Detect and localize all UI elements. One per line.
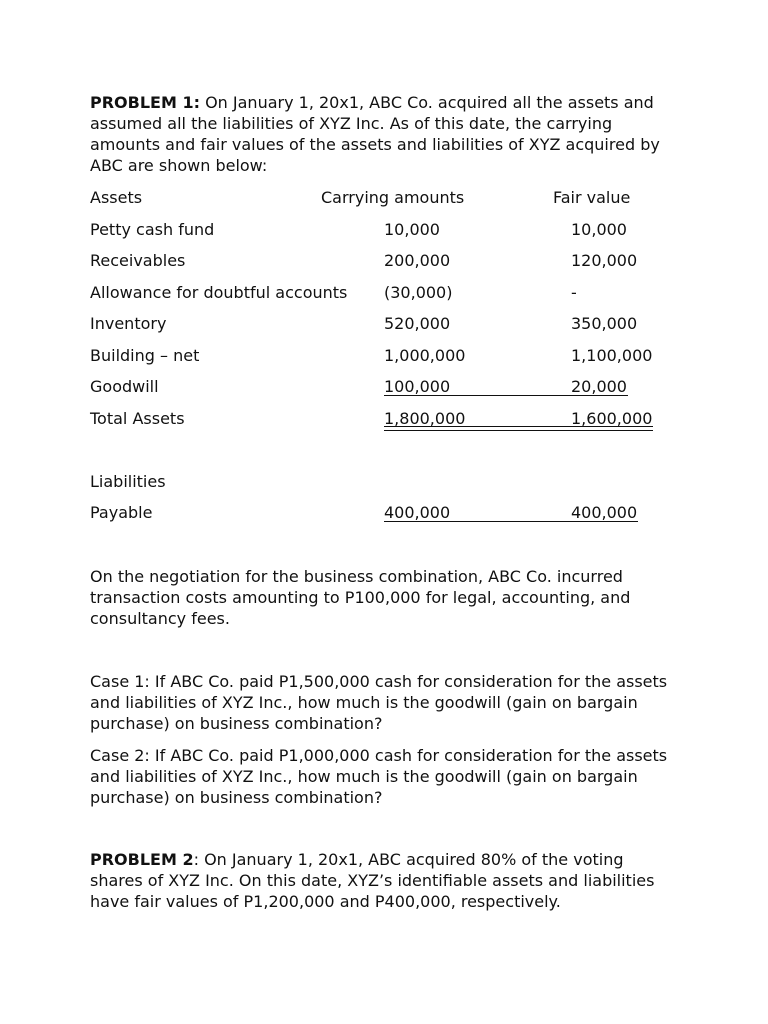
case1-paragraph: Case 1: If ABC Co. paid P1,500,000 cash for consideration for the assets and liabilities of XYZ Inc., how much is the goodwill (gain on bargain purchase) on business combination? bbox=[90, 671, 668, 733]
table-row bbox=[90, 345, 680, 377]
row-item: Building – net bbox=[90, 345, 200, 365]
negotiation-paragraph: On the negotiation for the business combination, ABC Co. incurred transaction costs amounting to P100,000 for legal, accounting, and consultancy fees. bbox=[90, 566, 631, 628]
liabilities-header: Liabilities bbox=[90, 471, 166, 491]
row-carrying: 200,000 bbox=[384, 251, 451, 270]
row-carrying: 1,000,000 bbox=[384, 345, 466, 365]
header-assets: Assets bbox=[90, 188, 143, 207]
liabilities-header-row bbox=[90, 471, 680, 503]
row-fair: - bbox=[571, 282, 577, 302]
row-item: Total Assets bbox=[90, 408, 185, 428]
table-row bbox=[90, 376, 680, 408]
assets-table bbox=[90, 187, 680, 534]
row-carrying: 400,000 bbox=[384, 503, 451, 522]
header-fair-value: Fair value bbox=[553, 188, 631, 207]
row-fair: 1,100,000 bbox=[571, 345, 653, 365]
row-carrying: 10,000 bbox=[384, 219, 440, 239]
table-row bbox=[90, 250, 680, 282]
row-item: Payable bbox=[90, 503, 153, 522]
table-row-total bbox=[90, 408, 680, 440]
problem2-intro: : On January 1, 20x1, ABC acquired 80% of the voting shares of XYZ Inc. On this date, XYZ’s identifiable assets and liabilities have fair values of P1,200,000 and P400,000, respectively. bbox=[90, 849, 655, 911]
row-fair: 350,000 bbox=[571, 314, 638, 333]
row-carrying: (30,000) bbox=[384, 282, 453, 302]
table-header-row bbox=[90, 187, 680, 219]
case2-paragraph: Case 2: If ABC Co. paid P1,000,000 cash for consideration for the assets and liabilities of XYZ Inc., how much is the goodwill (gain on bargain purchase) on business combination? bbox=[90, 745, 668, 807]
row-item: Goodwill bbox=[90, 377, 159, 396]
table-spacer bbox=[90, 439, 680, 471]
document-page bbox=[90, 92, 680, 912]
row-carrying: 100,000 bbox=[384, 377, 451, 396]
row-item: Petty cash fund bbox=[90, 219, 215, 239]
table-row bbox=[90, 502, 680, 534]
table-row bbox=[90, 313, 680, 345]
table-row bbox=[90, 282, 680, 314]
problem1-intro: On January 1, 20x1, ABC Co. acquired all the assets and assumed all the liabilities of XYZ Inc. As of this date, the carrying amounts and fair values of the assets and liabilities of XYZ acquired by ABC are shown below: bbox=[90, 93, 660, 175]
row-carrying: 520,000 bbox=[384, 314, 451, 333]
row-fair: 10,000 bbox=[571, 219, 627, 239]
total-double-underline bbox=[384, 426, 653, 431]
header-carrying-amounts: Carrying amounts bbox=[321, 188, 465, 207]
problem2-paragraph bbox=[90, 849, 680, 912]
problem1-paragraph bbox=[90, 92, 680, 176]
liabilities-underline bbox=[384, 521, 638, 522]
row-fair: 20,000 bbox=[571, 377, 627, 396]
row-fair: 120,000 bbox=[571, 251, 638, 270]
row-item: Allowance for doubtful accounts bbox=[90, 282, 348, 302]
row-carrying: 1,800,000 bbox=[384, 408, 466, 428]
row-item: Inventory bbox=[90, 314, 167, 333]
table-row bbox=[90, 219, 680, 251]
problem1-label: PROBLEM 1: bbox=[90, 93, 200, 112]
subtotal-underline bbox=[384, 395, 628, 396]
problem2-label: PROBLEM 2 bbox=[90, 849, 194, 869]
row-fair: 400,000 bbox=[571, 503, 638, 522]
row-fair: 1,600,000 bbox=[571, 408, 653, 428]
row-item: Receivables bbox=[90, 251, 186, 270]
